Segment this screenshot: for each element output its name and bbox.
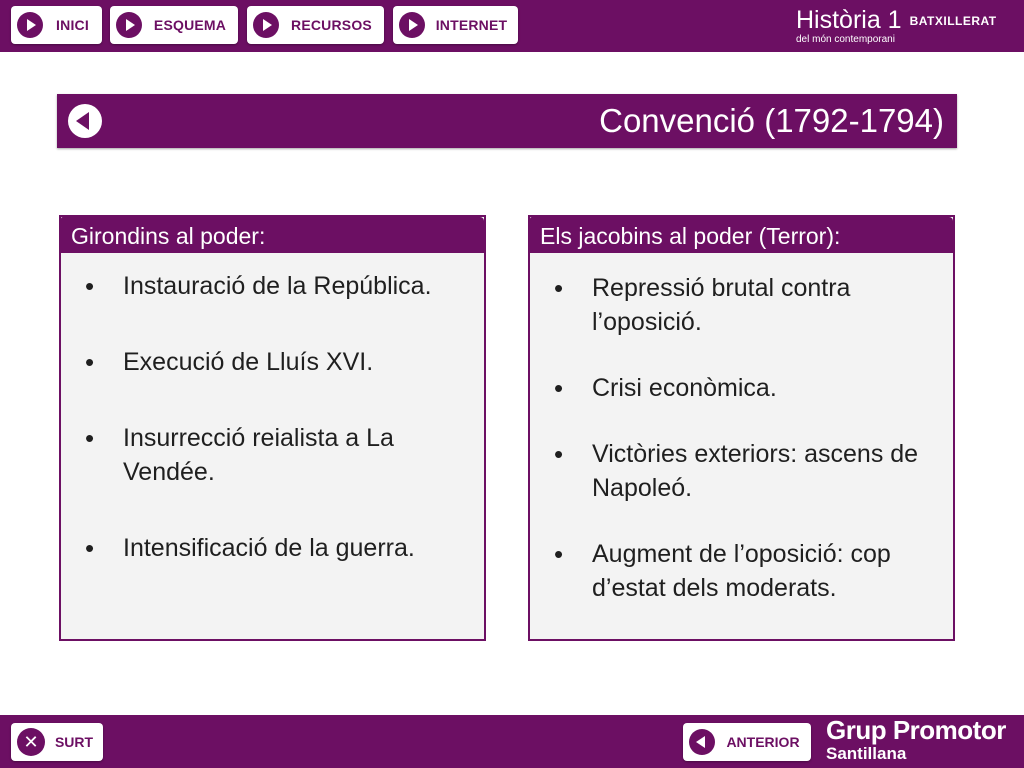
panel-heading: Els jacobins al poder (Terror):	[530, 217, 953, 253]
bullet-list	[61, 253, 484, 565]
nav-button-esquema[interactable]	[110, 6, 238, 44]
bottom-bar	[0, 715, 1024, 768]
list-item: • Execució de Lluís XVI.	[61, 345, 484, 379]
exit-button[interactable]	[11, 723, 103, 761]
list-item: • Victòries exteriors: ascens de Napoleó.	[530, 437, 953, 505]
publisher-logo	[826, 716, 1006, 764]
nav-button-label: INICI	[56, 17, 89, 33]
girondins-panel	[59, 215, 486, 641]
jacobins-panel	[528, 215, 955, 641]
previous-button-label: ANTERIOR	[726, 734, 800, 750]
publisher-name: Grup Promotor	[826, 715, 1006, 745]
nav-button-label: ESQUEMA	[153, 17, 227, 33]
close-icon: ✕	[17, 728, 45, 756]
list-item: • Crisi econòmica.	[530, 371, 953, 405]
list-item: • Augment de l’oposició: cop d’estat dels moderats.	[530, 537, 953, 605]
list-item: • Repressió brutal contra l’oposició.	[530, 271, 953, 339]
list-item: • Insurrecció reialista a La Vendée.	[61, 421, 484, 489]
back-arrow-icon	[689, 729, 715, 755]
brand-title-line	[796, 7, 997, 34]
brand-block	[796, 7, 997, 46]
top-navigation-bar	[0, 0, 1024, 52]
brand-subtitle: del món contemporani	[796, 34, 895, 46]
list-item: • Instauració de la República.	[61, 269, 484, 303]
panel-heading: Girondins al poder:	[61, 217, 484, 253]
nav-button-inici[interactable]	[11, 6, 102, 44]
previous-button[interactable]	[683, 723, 811, 761]
nav-button-label: INTERNET	[435, 17, 508, 33]
bullet-list	[530, 253, 953, 605]
brand-title: Història 1	[796, 6, 902, 34]
page-title-bar	[57, 94, 957, 148]
play-icon	[399, 12, 425, 38]
page-title: Convenció (1792-1794)	[599, 102, 944, 139]
nav-button-internet[interactable]	[393, 6, 518, 44]
play-icon	[116, 12, 142, 38]
list-item: • Intensificació de la guerra.	[61, 531, 484, 565]
publisher-subtitle: Santillana	[826, 744, 907, 763]
exit-button-label: SURT	[54, 734, 94, 750]
brand-tag: BATXILLERAT	[909, 14, 997, 29]
nav-button-recursos[interactable]	[247, 6, 384, 44]
nav-button-label: RECURSOS	[291, 17, 372, 33]
play-icon	[253, 12, 279, 38]
back-arrow-icon[interactable]	[68, 104, 102, 138]
play-icon	[17, 12, 43, 38]
